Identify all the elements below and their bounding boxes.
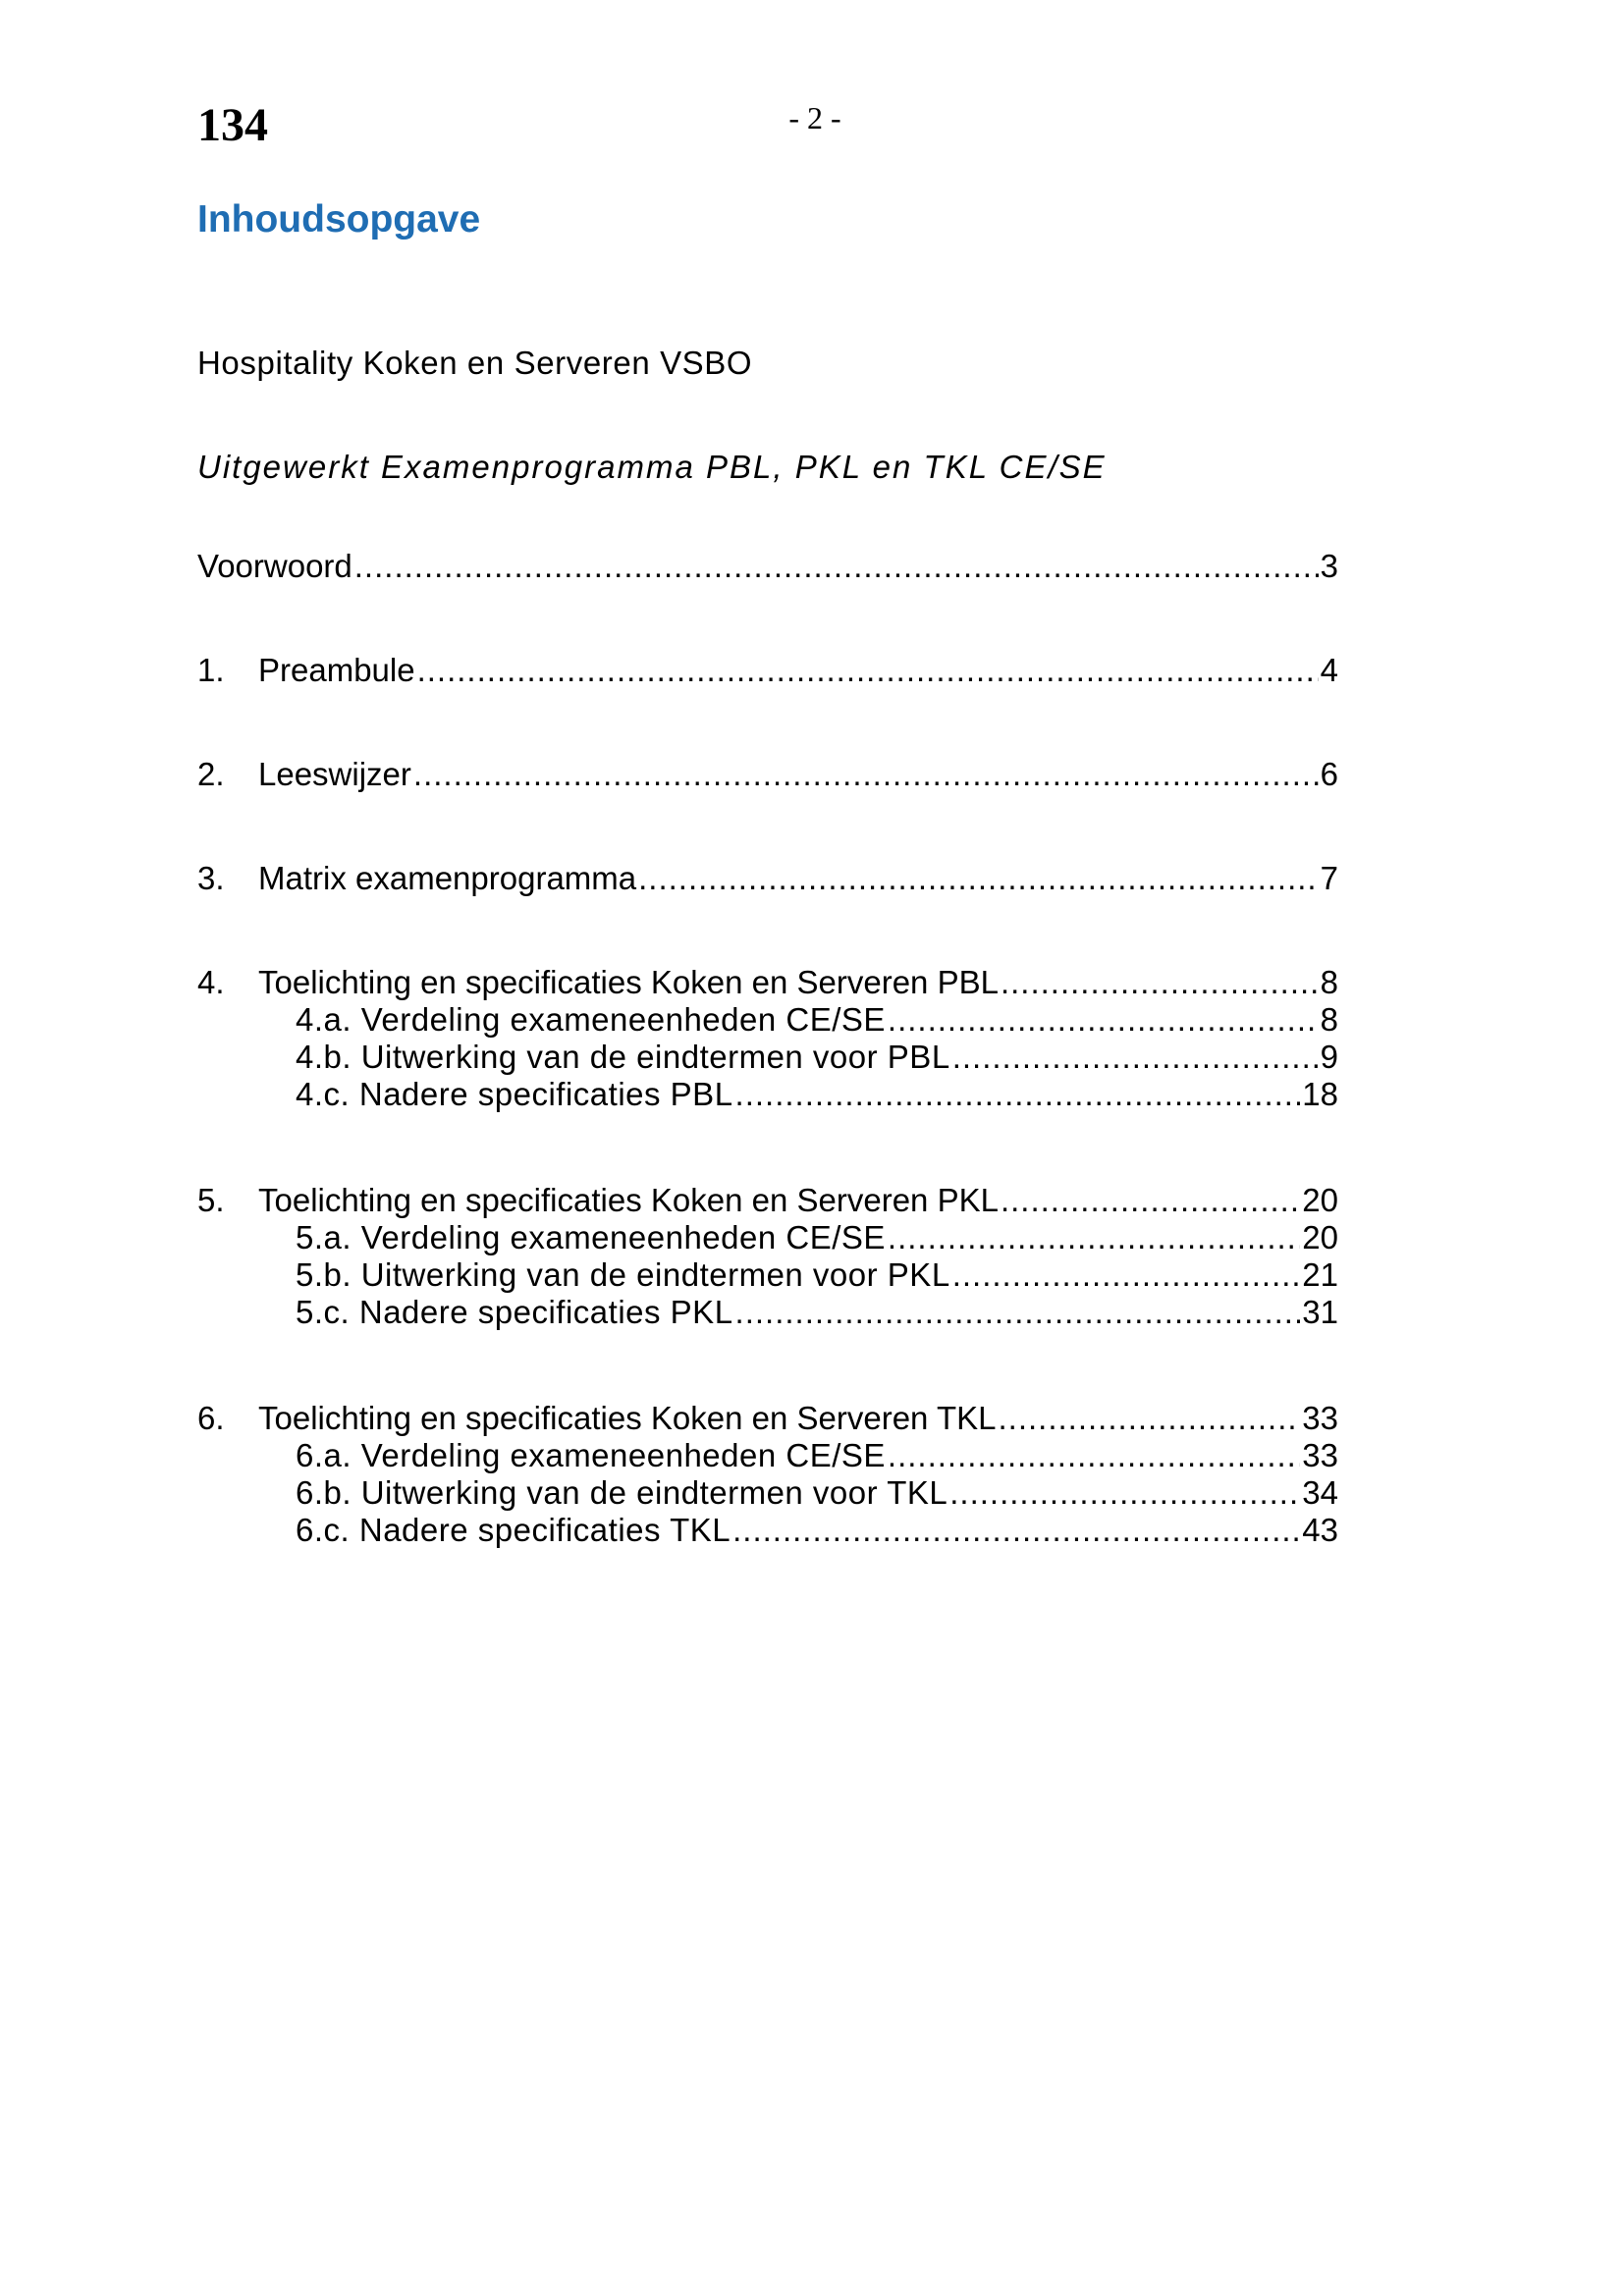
toc-entry-section-4[interactable] <box>197 963 1338 1002</box>
dot-leader <box>952 1255 1301 1295</box>
dot-leader <box>949 1473 1300 1513</box>
dot-leader <box>1001 963 1319 1002</box>
dot-leader <box>354 547 1319 586</box>
toc-entry-page: 8 <box>1320 964 1338 1000</box>
toc-entry-page: 20 <box>1302 1182 1338 1218</box>
dot-leader <box>999 1399 1301 1438</box>
toc-entry-5b[interactable] <box>296 1255 1338 1295</box>
toc-entry-page: 3 <box>1320 548 1338 584</box>
toc-entry-title: Toelichting en specificaties Koken en Serveren TKL <box>258 1400 997 1436</box>
toc-entry-preambule[interactable] <box>197 651 1338 690</box>
toc-entry-section-6[interactable] <box>197 1399 1338 1438</box>
dot-leader <box>413 755 1319 794</box>
toc-entry-page: 31 <box>1302 1294 1338 1330</box>
document-number: 134 <box>197 99 268 151</box>
dot-leader <box>1001 1181 1300 1220</box>
toc-entry-number: 4. <box>197 964 225 1000</box>
toc-entry-page: 33 <box>1302 1437 1338 1473</box>
dot-leader <box>735 1075 1301 1114</box>
dot-leader <box>952 1038 1319 1077</box>
toc-entry-page: 6 <box>1320 756 1338 792</box>
toc-entry-title: Voorwoord <box>197 548 352 584</box>
toc-entry-title: 4.a. Verdeling exameneenheden CE/SE <box>296 1001 886 1038</box>
toc-entry-page: 9 <box>1320 1039 1338 1075</box>
toc-entry-5c[interactable] <box>296 1293 1338 1332</box>
toc-entry-title: 4.b. Uitwerking van de eindtermen voor PBL <box>296 1039 950 1075</box>
toc-entry-number: 6. <box>197 1400 225 1436</box>
dot-leader <box>638 859 1319 898</box>
dot-leader <box>732 1511 1300 1550</box>
toc-entry-page: 20 <box>1302 1219 1338 1255</box>
toc-entry-number: 5. <box>197 1182 225 1218</box>
toc-entry-6c[interactable] <box>296 1511 1338 1550</box>
toc-entry-number: 2. <box>197 756 225 792</box>
dot-leader <box>888 1436 1300 1475</box>
toc-entry-title: Matrix examenprogramma <box>258 860 637 896</box>
toc-entry-title: 4.c. Nadere specificaties PBL <box>296 1076 733 1112</box>
toc-entry-title: 5.a. Verdeling exameneenheden CE/SE <box>296 1219 886 1255</box>
dot-leader <box>735 1293 1301 1332</box>
toc-entry-5a[interactable] <box>296 1218 1338 1257</box>
toc-heading: Inhoudsopgave <box>197 198 481 240</box>
document-subject: Hospitality Koken en Serveren VSBO <box>197 345 753 381</box>
toc-entry-title: Preambule <box>258 652 415 688</box>
toc-entry-page: 34 <box>1302 1474 1338 1511</box>
toc-entry-title: 6.c. Nadere specificaties TKL <box>296 1512 731 1548</box>
toc-entry-number: 1. <box>197 652 225 688</box>
toc-entry-4c[interactable] <box>296 1075 1338 1114</box>
toc-entry-title: 5.b. Uitwerking van de eindtermen voor PKL <box>296 1256 950 1293</box>
dot-leader <box>417 651 1319 690</box>
toc-entry-4a[interactable] <box>296 1000 1338 1040</box>
toc-entry-page: 18 <box>1302 1076 1338 1112</box>
toc-entry-page: 33 <box>1302 1400 1338 1436</box>
toc-entry-leeswijzer[interactable] <box>197 755 1338 794</box>
toc-entry-4b[interactable] <box>296 1038 1338 1077</box>
toc-entry-page: 7 <box>1320 860 1338 896</box>
toc-entry-page: 21 <box>1302 1256 1338 1293</box>
toc-entry-title: 6.b. Uitwerking van de eindtermen voor TKL <box>296 1474 948 1511</box>
toc-entry-6a[interactable] <box>296 1436 1338 1475</box>
toc-entry-title: 5.c. Nadere specificaties PKL <box>296 1294 733 1330</box>
toc-entry-page: 43 <box>1302 1512 1338 1548</box>
toc-entry-matrix[interactable] <box>197 859 1338 898</box>
page-label: - 2 - <box>788 100 841 135</box>
toc-entry-page: 4 <box>1320 652 1338 688</box>
dot-leader <box>888 1000 1319 1040</box>
toc-entry-voorwoord[interactable] <box>197 547 1338 586</box>
toc-entry-title: Toelichting en specificaties Koken en Serveren PBL <box>258 964 999 1000</box>
toc-entry-title: Leeswijzer <box>258 756 411 792</box>
toc-entry-section-5[interactable] <box>197 1181 1338 1220</box>
toc-entry-number: 3. <box>197 860 225 896</box>
toc-entry-6b[interactable] <box>296 1473 1338 1513</box>
toc-entry-title: 6.a. Verdeling exameneenheden CE/SE <box>296 1437 886 1473</box>
toc-entry-title: Toelichting en specificaties Koken en Serveren PKL <box>258 1182 999 1218</box>
document-program-title: Uitgewerkt Examenprogramma PBL, PKL en TKL CE/SE <box>197 449 1107 485</box>
toc-entry-page: 8 <box>1320 1001 1338 1038</box>
dot-leader <box>888 1218 1300 1257</box>
